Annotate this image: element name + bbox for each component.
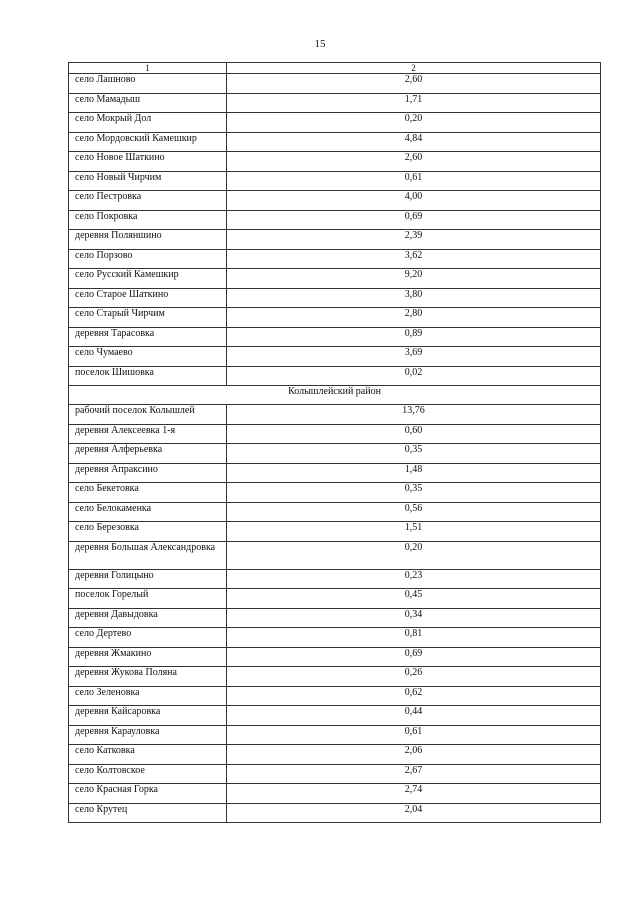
header-col-2: 2 [227, 63, 601, 74]
table-row [69, 405, 601, 425]
table-row [69, 308, 601, 328]
settlement-name: село Покровка [69, 210, 227, 230]
settlement-value: 2,04 [227, 803, 601, 823]
settlement-name: рабочий поселок Колышлей [69, 405, 227, 425]
table-row [69, 74, 601, 94]
settlement-name: поселок Шишовка [69, 366, 227, 386]
settlement-value: 1,51 [227, 522, 601, 542]
settlement-value: 0,44 [227, 706, 601, 726]
table-row [69, 725, 601, 745]
table-row [69, 347, 601, 367]
table-row [69, 171, 601, 191]
settlement-value: 0,20 [227, 113, 601, 133]
settlement-name: деревня Голицыно [69, 569, 227, 589]
table-row [69, 288, 601, 308]
settlement-name: деревня Давыдовка [69, 608, 227, 628]
settlement-value: 0,23 [227, 569, 601, 589]
settlement-value: 2,60 [227, 152, 601, 172]
data-table [68, 62, 601, 823]
settlement-name: поселок Горелый [69, 589, 227, 609]
settlement-value: 0,45 [227, 589, 601, 609]
settlement-name: деревня Тарасовка [69, 327, 227, 347]
settlement-name: село Дертево [69, 628, 227, 648]
settlement-value: 0,60 [227, 424, 601, 444]
table-row [69, 366, 601, 386]
settlement-name: село Пестровка [69, 191, 227, 211]
settlement-value: 0,34 [227, 608, 601, 628]
settlement-name: село Бекетовка [69, 483, 227, 503]
settlement-value: 2,06 [227, 745, 601, 765]
table-row [69, 269, 601, 289]
settlement-value: 0,89 [227, 327, 601, 347]
settlement-name: деревня Кайсаровка [69, 706, 227, 726]
section-row [69, 386, 601, 405]
settlement-value: 0,61 [227, 725, 601, 745]
settlement-name: село Русский Камешкир [69, 269, 227, 289]
settlement-value: 2,39 [227, 230, 601, 250]
settlement-name: деревня Апраксино [69, 463, 227, 483]
settlement-value: 0,56 [227, 502, 601, 522]
settlement-name: село Новое Шаткино [69, 152, 227, 172]
settlement-name: село Новый Чирчим [69, 171, 227, 191]
settlement-value: 9,20 [227, 269, 601, 289]
settlement-value: 0,35 [227, 444, 601, 464]
settlement-value: 1,48 [227, 463, 601, 483]
table-row [69, 502, 601, 522]
settlement-value: 0,35 [227, 483, 601, 503]
table-row [69, 784, 601, 804]
settlement-value: 0,69 [227, 210, 601, 230]
settlement-value: 0,26 [227, 667, 601, 687]
settlement-name: село Старый Чирчим [69, 308, 227, 328]
settlement-name: село Порзово [69, 249, 227, 269]
table-row [69, 249, 601, 269]
table-row [69, 569, 601, 589]
settlement-value: 0,81 [227, 628, 601, 648]
settlement-name: село Чумаево [69, 347, 227, 367]
settlement-name: село Белокаменка [69, 502, 227, 522]
settlement-name: деревня Карауловка [69, 725, 227, 745]
table-row [69, 628, 601, 648]
settlement-name: село Колтовское [69, 764, 227, 784]
settlement-name: деревня Жукова Поляна [69, 667, 227, 687]
table-row [69, 647, 601, 667]
table-row [69, 483, 601, 503]
settlement-value: 4,84 [227, 132, 601, 152]
table-row [69, 541, 601, 569]
table-row [69, 463, 601, 483]
settlement-value: 2,74 [227, 784, 601, 804]
table-row [69, 803, 601, 823]
section-title: Колышлейский район [69, 386, 601, 405]
table-row [69, 113, 601, 133]
table-row [69, 686, 601, 706]
settlement-value: 3,80 [227, 288, 601, 308]
table-row [69, 667, 601, 687]
header-col-1: 1 [69, 63, 227, 74]
settlement-value: 0,69 [227, 647, 601, 667]
table-row [69, 132, 601, 152]
settlement-value: 4,00 [227, 191, 601, 211]
settlement-value: 0,62 [227, 686, 601, 706]
settlement-name: село Мордовский Камешкир [69, 132, 227, 152]
settlement-name: село Березовка [69, 522, 227, 542]
table-row [69, 210, 601, 230]
table-row [69, 589, 601, 609]
settlement-name: деревня Алексеевка 1-я [69, 424, 227, 444]
table-row [69, 608, 601, 628]
table-row [69, 191, 601, 211]
table-row [69, 764, 601, 784]
table-row [69, 93, 601, 113]
table-row [69, 444, 601, 464]
settlement-name: село Старое Шаткино [69, 288, 227, 308]
settlement-name: село Мамадыш [69, 93, 227, 113]
table-header-row [69, 63, 601, 74]
settlement-value: 1,71 [227, 93, 601, 113]
settlement-value: 0,02 [227, 366, 601, 386]
table-row [69, 522, 601, 542]
table-row [69, 327, 601, 347]
settlement-name: село Катковка [69, 745, 227, 765]
settlement-value: 2,60 [227, 74, 601, 94]
table-row [69, 745, 601, 765]
settlement-value: 2,80 [227, 308, 601, 328]
settlement-value: 3,62 [227, 249, 601, 269]
table-row [69, 706, 601, 726]
settlement-name: село Мокрый Дол [69, 113, 227, 133]
settlement-name: село Зеленовка [69, 686, 227, 706]
settlement-name: село Крутец [69, 803, 227, 823]
settlement-value: 13,76 [227, 405, 601, 425]
settlement-name: деревня Алферьевка [69, 444, 227, 464]
page-number: 15 [314, 38, 326, 50]
settlement-name: деревня Поляншино [69, 230, 227, 250]
table-row [69, 424, 601, 444]
settlement-value: 0,20 [227, 541, 601, 569]
settlement-value: 0,61 [227, 171, 601, 191]
settlement-name: деревня Большая Александровка [69, 541, 227, 569]
settlement-value: 3,69 [227, 347, 601, 367]
table-row [69, 152, 601, 172]
settlement-name: село Красная Горка [69, 784, 227, 804]
settlement-value: 2,67 [227, 764, 601, 784]
settlement-name: деревня Жмакино [69, 647, 227, 667]
table-row [69, 230, 601, 250]
settlement-name: село Лашново [69, 74, 227, 94]
